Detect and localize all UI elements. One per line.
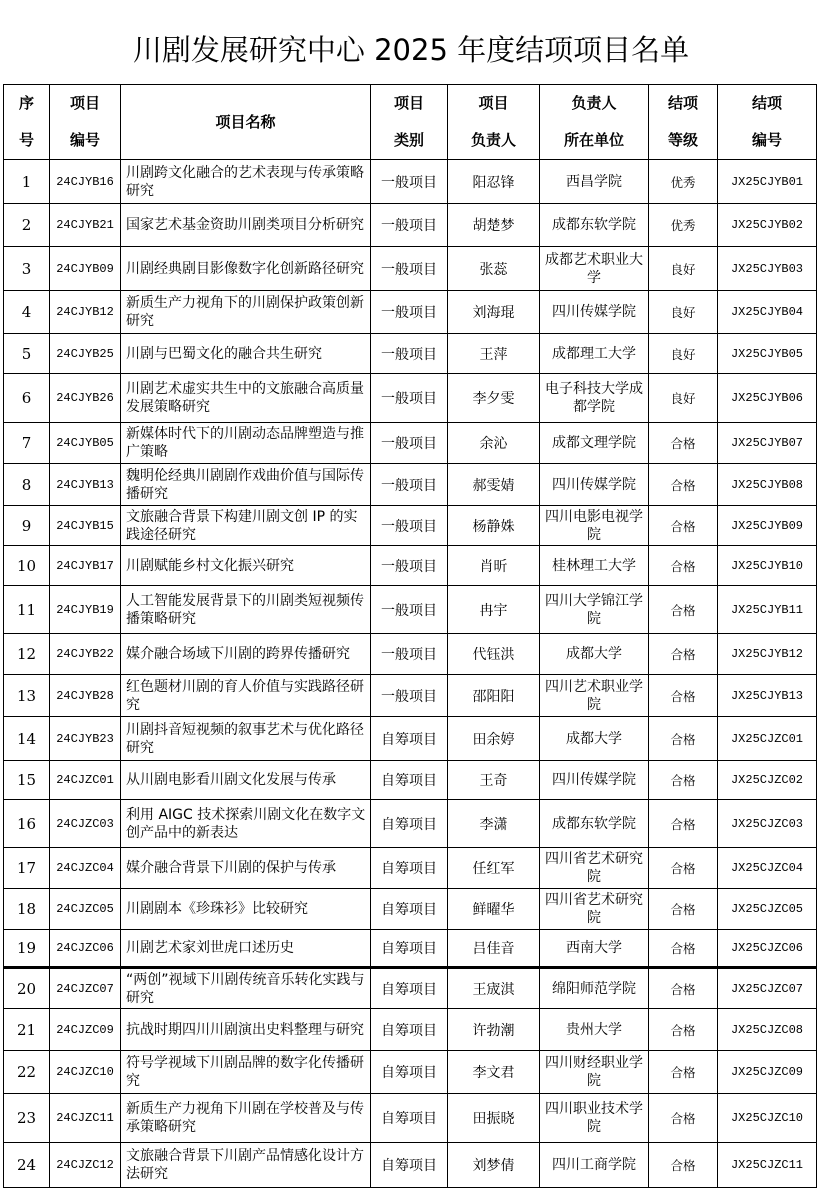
project-name-cell: 川剧艺术虚实共生中的文旅融合高质量发展策略研究 — [121, 374, 371, 423]
table-row — [4, 1094, 817, 1143]
completion-code-cell: JX25CJZC06 — [718, 930, 817, 968]
project-type-cell: 一般项目 — [371, 634, 448, 675]
leader-unit-cell: 四川传媒学院 — [540, 464, 649, 506]
project-leader-cell: 田振晓 — [448, 1094, 540, 1143]
table-row — [4, 464, 817, 506]
row-index-cell: 15 — [4, 761, 50, 800]
header-completion-code: 结项 编号 — [718, 85, 817, 160]
project-code-cell: 24CJZC07 — [50, 968, 121, 1009]
row-index-cell: 11 — [4, 586, 50, 634]
project-leader-cell: 代钰洪 — [448, 634, 540, 675]
project-leader-cell: 王宬淇 — [448, 968, 540, 1009]
project-leader-cell: 肖昕 — [448, 546, 540, 586]
project-leader-cell: 李潇 — [448, 800, 540, 848]
project-name-cell: 川剧艺术家刘世虎口述历史 — [121, 930, 371, 968]
row-index-cell: 22 — [4, 1051, 50, 1094]
project-type-cell: 自筹项目 — [371, 930, 448, 968]
completion-code-cell: JX25CJYB04 — [718, 291, 817, 334]
row-index-cell: 20 — [4, 968, 50, 1009]
leader-unit-cell: 成都东软学院 — [540, 204, 649, 247]
project-type-cell: 一般项目 — [371, 374, 448, 423]
project-name-cell: 抗战时期四川川剧演出史料整理与研究 — [121, 1009, 371, 1051]
project-name-cell: 国家艺术基金资助川剧类项目分析研究 — [121, 204, 371, 247]
leader-unit-cell: 四川大学锦江学院 — [540, 586, 649, 634]
project-leader-cell: 阳忍锋 — [448, 160, 540, 204]
project-name-cell: 川剧跨文化融合的艺术表现与传承策略研究 — [121, 160, 371, 204]
completion-code-cell: JX25CJYB02 — [718, 204, 817, 247]
leader-unit-cell: 成都理工大学 — [540, 334, 649, 374]
project-leader-cell: 许勃潮 — [448, 1009, 540, 1051]
project-type-cell: 自筹项目 — [371, 1009, 448, 1051]
completion-grade-cell: 良好 — [649, 291, 718, 334]
project-code-cell: 24CJYB28 — [50, 675, 121, 717]
project-name-cell: 文旅融合背景下构建川剧文创 IP 的实践途径研究 — [121, 506, 371, 546]
project-name-cell: 魏明伦经典川剧剧作戏曲价值与国际传播研究 — [121, 464, 371, 506]
leader-unit-cell: 四川传媒学院 — [540, 761, 649, 800]
project-type-cell: 自筹项目 — [371, 1094, 448, 1143]
completion-code-cell: JX25CJYB01 — [718, 160, 817, 204]
project-leader-cell: 冉宇 — [448, 586, 540, 634]
completion-code-cell: JX25CJZC03 — [718, 800, 817, 848]
project-leader-cell: 余沁 — [448, 423, 540, 464]
project-code-cell: 24CJYB16 — [50, 160, 121, 204]
project-code-cell: 24CJYB05 — [50, 423, 121, 464]
completion-code-cell: JX25CJYB12 — [718, 634, 817, 675]
leader-unit-cell: 四川工商学院 — [540, 1143, 649, 1188]
completion-code-cell: JX25CJYB06 — [718, 374, 817, 423]
header-project-name: 项目名称 — [121, 85, 371, 160]
completion-grade-cell: 合格 — [649, 1094, 718, 1143]
table-row — [4, 800, 817, 848]
table-row — [4, 334, 817, 374]
completion-grade-cell: 合格 — [649, 506, 718, 546]
row-index-cell: 17 — [4, 848, 50, 889]
completion-code-cell: JX25CJZC05 — [718, 889, 817, 930]
completion-code-cell: JX25CJZC04 — [718, 848, 817, 889]
project-name-cell: “两创”视域下川剧传统音乐转化实践与研究 — [121, 968, 371, 1009]
table-row — [4, 247, 817, 291]
leader-unit-cell: 贵州大学 — [540, 1009, 649, 1051]
completion-grade-cell: 良好 — [649, 374, 718, 423]
project-leader-cell: 刘梦倩 — [448, 1143, 540, 1188]
project-code-cell: 24CJYB23 — [50, 717, 121, 761]
project-leader-cell: 杨静姝 — [448, 506, 540, 546]
completion-grade-cell: 良好 — [649, 334, 718, 374]
table-row — [4, 717, 817, 761]
row-index-cell: 13 — [4, 675, 50, 717]
project-leader-cell: 郝雯婧 — [448, 464, 540, 506]
table-row — [4, 1009, 817, 1051]
project-name-cell: 川剧与巴蜀文化的融合共生研究 — [121, 334, 371, 374]
row-index-cell: 1 — [4, 160, 50, 204]
row-index-cell: 23 — [4, 1094, 50, 1143]
project-name-cell: 新质生产力视角下的川剧保护政策创新研究 — [121, 291, 371, 334]
project-name-cell: 从川剧电影看川剧文化发展与传承 — [121, 761, 371, 800]
table-body — [4, 160, 817, 1188]
project-code-cell: 24CJYB21 — [50, 204, 121, 247]
completion-code-cell: JX25CJYB03 — [718, 247, 817, 291]
project-name-cell: 文旅融合背景下川剧产品情感化设计方法研究 — [121, 1143, 371, 1188]
table-row — [4, 546, 817, 586]
project-code-cell: 24CJZC03 — [50, 800, 121, 848]
project-name-cell: 媒介融合背景下川剧的保护与传承 — [121, 848, 371, 889]
project-name-cell: 新质生产力视角下川剧在学校普及与传承策略研究 — [121, 1094, 371, 1143]
completion-grade-cell: 合格 — [649, 1143, 718, 1188]
completion-code-cell: JX25CJZC02 — [718, 761, 817, 800]
completion-code-cell: JX25CJYB09 — [718, 506, 817, 546]
completion-grade-cell: 合格 — [649, 423, 718, 464]
project-code-cell: 24CJYB09 — [50, 247, 121, 291]
table-row — [4, 1143, 817, 1188]
leader-unit-cell: 绵阳师范学院 — [540, 968, 649, 1009]
page-title: 川剧发展研究中心 2025 年度结项项目名单 — [132, 33, 690, 67]
project-name-cell: 符号学视域下川剧品牌的数字化传播研究 — [121, 1051, 371, 1094]
project-type-cell: 自筹项目 — [371, 1143, 448, 1188]
completion-grade-cell: 合格 — [649, 889, 718, 930]
row-index-cell: 19 — [4, 930, 50, 968]
project-name-cell: 川剧经典剧目影像数字化创新路径研究 — [121, 247, 371, 291]
row-index-cell: 7 — [4, 423, 50, 464]
completion-grade-cell: 合格 — [649, 1051, 718, 1094]
project-code-cell: 24CJZC06 — [50, 930, 121, 968]
completion-code-cell: JX25CJZC10 — [718, 1094, 817, 1143]
project-name-cell: 川剧剧本《珍珠衫》比较研究 — [121, 889, 371, 930]
completion-grade-cell: 良好 — [649, 247, 718, 291]
project-list-table — [3, 84, 817, 1188]
project-code-cell: 24CJZC12 — [50, 1143, 121, 1188]
completion-code-cell: JX25CJZC08 — [718, 1009, 817, 1051]
leader-unit-cell: 四川电影电视学院 — [540, 506, 649, 546]
leader-unit-cell: 四川省艺术研究院 — [540, 889, 649, 930]
project-code-cell: 24CJYB25 — [50, 334, 121, 374]
completion-grade-cell: 合格 — [649, 634, 718, 675]
project-type-cell: 一般项目 — [371, 423, 448, 464]
row-index-cell: 10 — [4, 546, 50, 586]
completion-grade-cell: 合格 — [649, 800, 718, 848]
completion-grade-cell: 合格 — [649, 464, 718, 506]
project-code-cell: 24CJYB15 — [50, 506, 121, 546]
header-completion-grade: 结项 等级 — [649, 85, 718, 160]
project-type-cell: 自筹项目 — [371, 717, 448, 761]
project-name-cell: 红色题材川剧的育人价值与实践路径研究 — [121, 675, 371, 717]
header-leader-unit: 负责人 所在单位 — [540, 85, 649, 160]
project-leader-cell: 任红军 — [448, 848, 540, 889]
leader-unit-cell: 西南大学 — [540, 930, 649, 968]
table-row — [4, 291, 817, 334]
table-row — [4, 634, 817, 675]
row-index-cell: 21 — [4, 1009, 50, 1051]
leader-unit-cell: 成都大学 — [540, 634, 649, 675]
project-leader-cell: 李夕雯 — [448, 374, 540, 423]
project-type-cell: 一般项目 — [371, 204, 448, 247]
project-type-cell: 自筹项目 — [371, 761, 448, 800]
leader-unit-cell: 成都艺术职业大学 — [540, 247, 649, 291]
completion-grade-cell: 合格 — [649, 1009, 718, 1051]
project-type-cell: 自筹项目 — [371, 800, 448, 848]
project-type-cell: 自筹项目 — [371, 889, 448, 930]
table-row — [4, 586, 817, 634]
project-code-cell: 24CJYB26 — [50, 374, 121, 423]
project-leader-cell: 张蕊 — [448, 247, 540, 291]
project-name-cell: 川剧赋能乡村文化振兴研究 — [121, 546, 371, 586]
leader-unit-cell: 四川职业技术学院 — [540, 1094, 649, 1143]
table-row — [4, 848, 817, 889]
completion-code-cell: JX25CJYB10 — [718, 546, 817, 586]
leader-unit-cell: 电子科技大学成都学院 — [540, 374, 649, 423]
project-code-cell: 24CJZC05 — [50, 889, 121, 930]
project-type-cell: 一般项目 — [371, 586, 448, 634]
completion-grade-cell: 优秀 — [649, 204, 718, 247]
table-row — [4, 423, 817, 464]
row-index-cell: 16 — [4, 800, 50, 848]
leader-unit-cell: 成都大学 — [540, 717, 649, 761]
completion-code-cell: JX25CJYB08 — [718, 464, 817, 506]
table-row — [4, 506, 817, 546]
project-type-cell: 一般项目 — [371, 675, 448, 717]
row-index-cell: 8 — [4, 464, 50, 506]
project-type-cell: 一般项目 — [371, 247, 448, 291]
completion-grade-cell: 合格 — [649, 930, 718, 968]
project-code-cell: 24CJZC09 — [50, 1009, 121, 1051]
project-leader-cell: 田余婷 — [448, 717, 540, 761]
header-project-leader: 项目 负责人 — [448, 85, 540, 160]
completion-grade-cell: 合格 — [649, 546, 718, 586]
project-leader-cell: 王奇 — [448, 761, 540, 800]
completion-code-cell: JX25CJZC11 — [718, 1143, 817, 1188]
header-project-code: 项目 编号 — [50, 85, 121, 160]
project-leader-cell: 刘海琨 — [448, 291, 540, 334]
project-code-cell: 24CJZC04 — [50, 848, 121, 889]
project-leader-cell: 吕佳音 — [448, 930, 540, 968]
completion-code-cell: JX25CJYB05 — [718, 334, 817, 374]
row-index-cell: 24 — [4, 1143, 50, 1188]
header-index: 序 号 — [4, 85, 50, 160]
completion-grade-cell: 优秀 — [649, 160, 718, 204]
table-row — [4, 889, 817, 930]
table-row — [4, 374, 817, 423]
project-leader-cell: 邵阳阳 — [448, 675, 540, 717]
table-row — [4, 160, 817, 204]
project-type-cell: 一般项目 — [371, 291, 448, 334]
completion-grade-cell: 合格 — [649, 761, 718, 800]
row-index-cell: 3 — [4, 247, 50, 291]
table-row — [4, 204, 817, 247]
leader-unit-cell: 四川财经职业学院 — [540, 1051, 649, 1094]
table-row — [4, 968, 817, 1009]
project-code-cell: 24CJYB12 — [50, 291, 121, 334]
completion-code-cell: JX25CJZC09 — [718, 1051, 817, 1094]
project-name-cell: 川剧抖音短视频的叙事艺术与优化路径研究 — [121, 717, 371, 761]
table-row — [4, 930, 817, 968]
leader-unit-cell: 四川传媒学院 — [540, 291, 649, 334]
header-project-type: 项目 类别 — [371, 85, 448, 160]
completion-code-cell: JX25CJYB13 — [718, 675, 817, 717]
project-code-cell: 24CJZC01 — [50, 761, 121, 800]
completion-grade-cell: 合格 — [649, 586, 718, 634]
project-code-cell: 24CJYB19 — [50, 586, 121, 634]
project-leader-cell: 李文君 — [448, 1051, 540, 1094]
leader-unit-cell: 成都文理学院 — [540, 423, 649, 464]
project-type-cell: 一般项目 — [371, 546, 448, 586]
project-type-cell: 一般项目 — [371, 464, 448, 506]
table-header-row — [4, 85, 817, 160]
row-index-cell: 14 — [4, 717, 50, 761]
project-leader-cell: 王萍 — [448, 334, 540, 374]
leader-unit-cell: 四川省艺术研究院 — [540, 848, 649, 889]
project-code-cell: 24CJYB22 — [50, 634, 121, 675]
completion-code-cell: JX25CJYB11 — [718, 586, 817, 634]
project-code-cell: 24CJZC10 — [50, 1051, 121, 1094]
completion-code-cell: JX25CJYB07 — [718, 423, 817, 464]
leader-unit-cell: 四川艺术职业学院 — [540, 675, 649, 717]
leader-unit-cell: 桂林理工大学 — [540, 546, 649, 586]
row-index-cell: 4 — [4, 291, 50, 334]
project-code-cell: 24CJYB13 — [50, 464, 121, 506]
row-index-cell: 2 — [4, 204, 50, 247]
row-index-cell: 5 — [4, 334, 50, 374]
project-type-cell: 一般项目 — [371, 506, 448, 546]
completion-grade-cell: 合格 — [649, 675, 718, 717]
row-index-cell: 9 — [4, 506, 50, 546]
project-name-cell: 利用 AIGC 技术探索川剧文化在数字文创产品中的新表达 — [121, 800, 371, 848]
table-row — [4, 1051, 817, 1094]
table-row — [4, 675, 817, 717]
project-name-cell: 人工智能发展背景下的川剧类短视频传播策略研究 — [121, 586, 371, 634]
leader-unit-cell: 西昌学院 — [540, 160, 649, 204]
project-type-cell: 自筹项目 — [371, 1051, 448, 1094]
leader-unit-cell: 成都东软学院 — [540, 800, 649, 848]
completion-grade-cell: 合格 — [649, 717, 718, 761]
project-name-cell: 新媒体时代下的川剧动态品牌塑造与推广策略 — [121, 423, 371, 464]
project-type-cell: 一般项目 — [371, 334, 448, 374]
completion-code-cell: JX25CJZC07 — [718, 968, 817, 1009]
project-code-cell: 24CJYB17 — [50, 546, 121, 586]
table-row — [4, 761, 817, 800]
completion-grade-cell: 合格 — [649, 848, 718, 889]
project-name-cell: 媒介融合场域下川剧的跨界传播研究 — [121, 634, 371, 675]
project-type-cell: 自筹项目 — [371, 848, 448, 889]
row-index-cell: 6 — [4, 374, 50, 423]
project-type-cell: 一般项目 — [371, 160, 448, 204]
project-leader-cell: 胡楚梦 — [448, 204, 540, 247]
completion-code-cell: JX25CJZC01 — [718, 717, 817, 761]
row-index-cell: 18 — [4, 889, 50, 930]
project-leader-cell: 鲜曜华 — [448, 889, 540, 930]
row-index-cell: 12 — [4, 634, 50, 675]
project-code-cell: 24CJZC11 — [50, 1094, 121, 1143]
project-type-cell: 自筹项目 — [371, 968, 448, 1009]
completion-grade-cell: 合格 — [649, 968, 718, 1009]
